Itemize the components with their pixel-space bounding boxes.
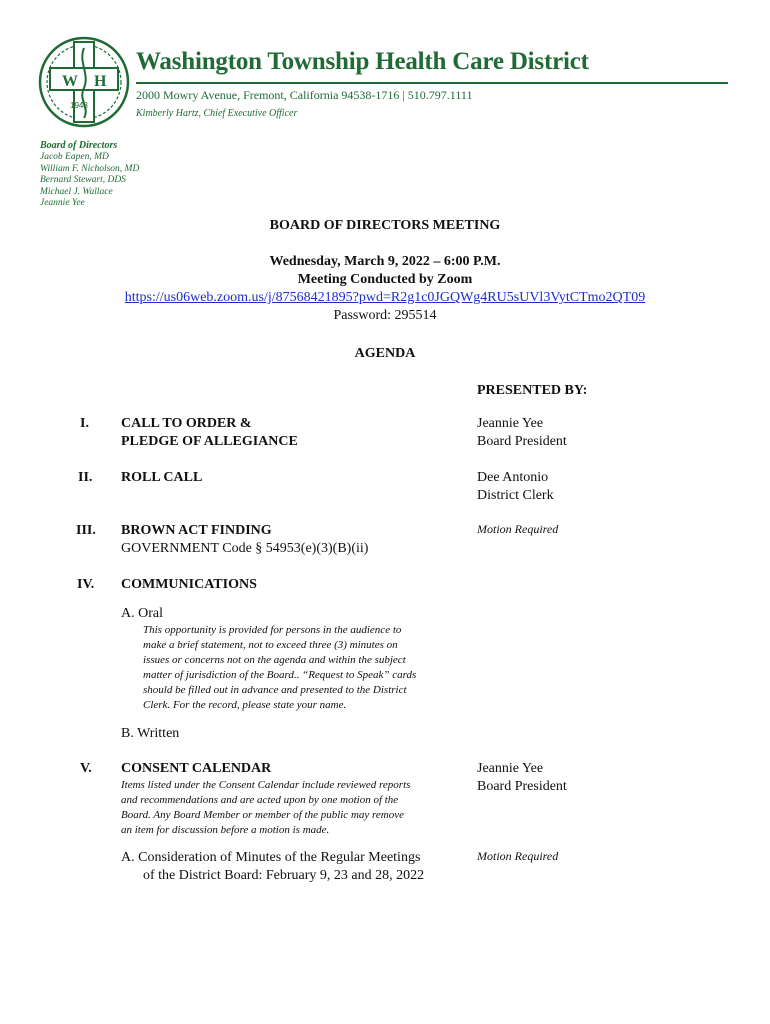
- description-line: Clerk. For the record, please state your name.: [143, 699, 347, 711]
- presenter-name: Dee Antonio: [477, 470, 549, 485]
- presented-by-heading: PRESENTED BY:: [477, 383, 588, 398]
- description-line: matter of jurisdiction of the Board.. “Request to Speak” cards: [143, 669, 417, 681]
- description-line: issues or concerns not on the agenda and within the subject: [143, 654, 406, 666]
- org-name: Washington Township Health Care District: [136, 48, 589, 75]
- presenter-name: Jeannie Yee: [477, 416, 544, 431]
- motion-required-note: Motion Required: [477, 849, 559, 863]
- presenter-role: District Clerk: [477, 488, 554, 503]
- description-line: and recommendations and are acted upon by one motion of the: [121, 794, 399, 806]
- ceo-name: Kimberly Hartz, Chief Executive Officer: [136, 108, 298, 119]
- description-line: This opportunity is provided for persons in the audience to: [143, 624, 402, 636]
- presenter-name: Jeannie Yee: [477, 761, 544, 776]
- svg-text:W: W: [62, 73, 78, 90]
- meeting-password: Password: 295514: [333, 308, 437, 323]
- board-member-list: [40, 152, 139, 210]
- board-member: William F. Nicholson, MD: [40, 163, 140, 174]
- subitem-label: of the District Board: February 9, 23 and 28, 2022: [143, 868, 425, 883]
- item-title: PLEDGE OF ALLEGIANCE: [121, 434, 298, 449]
- subitem-description: [143, 623, 416, 713]
- subitem-label: B. Written: [121, 726, 180, 741]
- description-line: Items listed under the Consent Calendar include reviewed reports: [121, 779, 411, 791]
- subitem-label: A. Oral: [121, 606, 163, 621]
- presenter-role: Board President: [477, 779, 567, 794]
- item-number: III.: [76, 523, 96, 538]
- item-number: II.: [78, 470, 93, 485]
- board-member: Jacob Eapen, MD: [40, 152, 109, 162]
- item-number: IV.: [77, 577, 95, 592]
- meeting-conducted: Meeting Conducted by Zoom: [297, 272, 473, 287]
- item-title: ROLL CALL: [121, 470, 203, 485]
- description-line: make a brief statement, not to exceed three (3) minutes on: [143, 639, 398, 651]
- item-number: I.: [80, 416, 89, 431]
- svg-text:1948: 1948: [70, 101, 88, 110]
- presenter-role: Board President: [477, 434, 567, 449]
- svg-text:H: H: [94, 73, 107, 90]
- meeting-title: BOARD OF DIRECTORS MEETING: [269, 218, 501, 233]
- motion-required-note: Motion Required: [477, 522, 559, 536]
- meeting-date: Wednesday, March 9, 2022 – 6:00 P.M.: [269, 254, 501, 269]
- district-logo: [36, 34, 132, 130]
- item-title: CALL TO ORDER &: [121, 416, 252, 431]
- description-line: an item for discussion before a motion is made.: [121, 824, 330, 836]
- item-description: [121, 778, 410, 838]
- letterhead-rule: [136, 82, 728, 84]
- description-line: should be filled out in advance and presented to the District: [143, 684, 407, 696]
- board-member: Bernard Stewart, DDS: [40, 175, 126, 185]
- org-address: 2000 Mowry Avenue, Fremont, California 94538-1716 | 510.797.1111: [136, 88, 473, 102]
- item-title: BROWN ACT FINDING: [121, 523, 272, 538]
- item-number: V.: [80, 761, 92, 776]
- agenda-heading: AGENDA: [354, 346, 416, 361]
- subitem-label: A. Consideration of Minutes of the Regular Meetings: [121, 850, 421, 865]
- item-title: COMMUNICATIONS: [121, 577, 257, 592]
- board-title: Board of Directors: [40, 140, 118, 151]
- board-member: Michael J. Wallace: [40, 186, 113, 197]
- description-line: Board. Any Board Member or member of the public may remove: [121, 809, 404, 821]
- item-title: CONSENT CALENDAR: [121, 761, 272, 776]
- item-subtitle: GOVERNMENT Code § 54953(e)(3)(B)(ii): [121, 541, 369, 556]
- zoom-link[interactable]: https://us06web.zoom.us/j/87568421895?pwd=R2g1c0JGQWg4RU5sUVl3VytCTmo2QT09: [124, 290, 646, 305]
- board-member: Jeannie Yee: [40, 198, 85, 208]
